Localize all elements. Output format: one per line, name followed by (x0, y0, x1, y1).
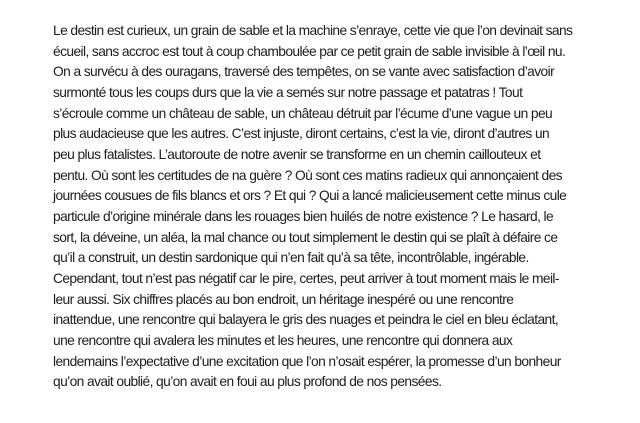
text-line: s’écroule comme un château de sable, un château détruit par l’écume d’une vague un peu (53, 105, 553, 121)
text-line: écueil, sans accroc est tout à coup chamboulée par ce petit grain de sable invisible à l’œil nu. (53, 43, 566, 59)
text-line: leur aussi. Six chiffres placés au bon endroit, un héritage inespéré ou une rencontre (53, 291, 514, 307)
text-line: On a survécu à des ouragans, traversé des tempêtes, on se vante avec satisfaction d’avoir (53, 64, 555, 80)
text-line: lendemains l’expectative d’une excitation que l’on n’osait espérer, la promesse d’un bonheur (53, 353, 561, 369)
text-line: sort, la déveine, un aléa, la mal chance ou tout simplement le destin qui se plaît à défaire ce (53, 229, 558, 245)
text-line: Le destin est curieux, un grain de sable et la machine s’enraye, cette vie que l’on devinait sans (53, 23, 573, 38)
text-line: journées cousues de fils blancs et ors ? Et qui ? Qui a lancé malicieusement cette minus cule (53, 188, 567, 204)
text-line: peu plus fatalistes. L’autoroute de notre avenir se transforme en un chemin caillouteux et (53, 146, 541, 162)
text-line: plus audacieuse que les autres. C’est injuste, diront certains, c’est la vie, diront d’autres un (53, 126, 550, 142)
text-line: pentu. Où sont les certitudes de na guère ? Où sont ces matins radieux qui annonçaient des (53, 167, 562, 183)
text-line: qu’on avait oublié, qu’on avait en foui au plus profond de nos pensées. (53, 374, 442, 390)
text-line: qu’il a construit, un destin sardonique qui n’en fait qu’à sa tête, incontrôlable, ingérable. (53, 250, 529, 266)
text-line: une rencontre qui avalera les minutes et les heures, une rencontre qui donnera aux (53, 332, 513, 348)
document-page (53, 21, 613, 393)
text-line: Cependant, tout n’est pas négatif car le pire, certes, peut arriver à tout moment mais le meil- (53, 270, 559, 286)
text-line: inattendue, une rencontre qui balayera le gris des nuages et peindra le ciel en bleu éclatant, (53, 312, 559, 328)
text-line: particule d’origine minérale dans les rouages bien huilés de notre existence ? Le hasard, le (53, 208, 554, 224)
text-line: surmonté tous les coups durs que la vie a semés sur notre passage et patatras ! Tout (53, 84, 523, 100)
